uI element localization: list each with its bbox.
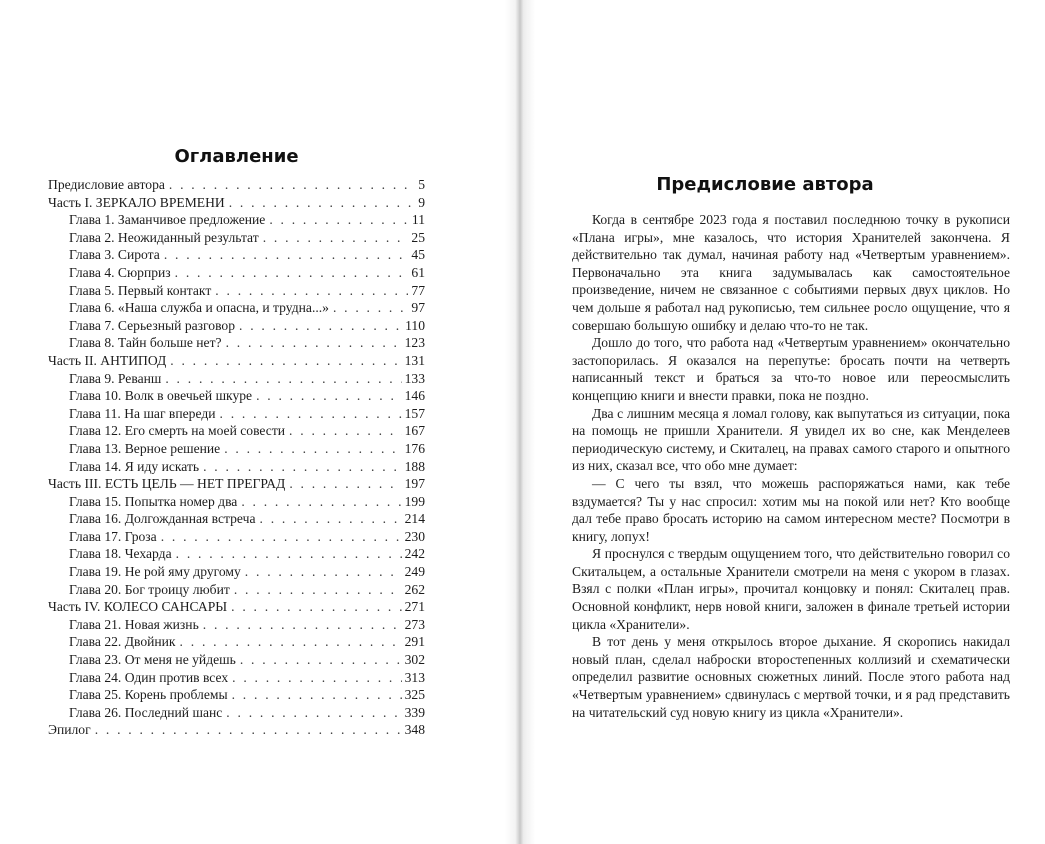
toc-entry xyxy=(48,440,425,458)
toc-entry xyxy=(48,299,425,317)
toc-entry-label: Глава 5. Первый контакт xyxy=(69,282,212,298)
toc-entry-page: 325 xyxy=(404,687,425,703)
toc-entry-label: Часть III. ЕСТЬ ЦЕЛЬ — НЕТ ПРЕГРАД xyxy=(48,476,286,492)
toc-entry-label: Глава 3. Сирота xyxy=(69,247,160,263)
toc-leader-dots xyxy=(231,598,401,616)
toc-entry xyxy=(48,510,425,528)
toc-entry-page: 348 xyxy=(404,722,425,738)
preface-paragraph: В тот день у меня открылось второе дыхание. Я скоропись накидал новый план, сделал наброски второстепенных коллизий и схематически определил развитие основных сюжетных линий. После этого работа над «Четвертым уравнением» сдвинулась с мертвой точки, и я рад представить на читательский суд новую книгу из цикла «Хранители». xyxy=(572,634,1010,720)
toc-entry xyxy=(48,194,425,212)
toc-entry xyxy=(48,370,425,388)
toc-entry-page: 249 xyxy=(404,564,425,580)
preface-body xyxy=(572,211,1010,721)
toc-leader-dots xyxy=(165,370,401,388)
toc-entry xyxy=(48,651,425,669)
toc-entry xyxy=(48,229,425,247)
toc-entry-label: Глава 24. Один против всех xyxy=(69,669,229,685)
toc-entry-label: Глава 21. Новая жизнь xyxy=(69,616,199,632)
toc-entry-label: Глава 8. Тайн больше нет? xyxy=(69,335,222,351)
toc-entry-label: Часть I. ЗЕРКАЛО ВРЕМЕНИ xyxy=(48,194,225,210)
toc-entry xyxy=(48,598,425,616)
toc-entry xyxy=(48,545,425,563)
toc-entry-page: 339 xyxy=(404,704,425,720)
toc-leader-dots xyxy=(175,264,409,282)
toc-leader-dots xyxy=(229,194,415,212)
toc-entry-label: Глава 22. Двойник xyxy=(69,634,176,650)
toc-entry-page: 123 xyxy=(404,335,425,351)
toc-entry xyxy=(48,633,425,651)
toc-entry-page: 110 xyxy=(405,317,425,333)
toc-entry-label: Глава 20. Бог троицу любит xyxy=(69,581,230,597)
toc-leader-dots xyxy=(95,721,402,739)
toc-leader-dots xyxy=(269,211,409,229)
toc-entry xyxy=(48,563,425,581)
toc-entry xyxy=(48,528,425,546)
toc-entry xyxy=(48,282,425,300)
toc-leader-dots xyxy=(232,669,401,687)
toc-entry-label: Предисловие автора xyxy=(48,177,165,192)
preface-paragraph: Два с лишним месяца я ломал голову, как выпутаться из ситуации, пока на помощь не пришли Хранители. Я увидел их во сне, как Менделеев периодическую систему, и Скиталец, на правах самого старого и опытного из них, сказал все, что обо мне думает: xyxy=(572,405,1010,474)
toc-entry-page: 271 xyxy=(404,599,425,615)
preface-paragraph: — С чего ты взял, что можешь распоряжаться нами, как тебе вздумается? Ты у нас спросил: хотим мы на покой или нет? Кто вообще дал тебе право бросать историю на самом интересном месте? Посмотри в книгу, лопух! xyxy=(572,475,1010,544)
toc-entry-page: 97 xyxy=(411,300,425,316)
toc-entry-label: Глава 23. От меня не уйдешь xyxy=(69,652,236,668)
toc-leader-dots xyxy=(220,405,402,423)
toc-entry-label: Глава 15. Попытка номер два xyxy=(69,493,238,509)
toc-entry-page: 9 xyxy=(418,194,425,210)
preface-title: Предисловие автора xyxy=(656,174,874,195)
toc-entry-label: Глава 11. На шаг впереди xyxy=(69,405,216,421)
toc-entry xyxy=(48,475,425,493)
toc-leader-dots xyxy=(203,616,402,634)
toc-entry-label: Глава 17. Гроза xyxy=(69,528,157,544)
toc-leader-dots xyxy=(161,528,402,546)
toc-leader-dots xyxy=(241,493,401,511)
toc-entry xyxy=(48,387,425,405)
toc-leader-dots xyxy=(170,352,401,370)
toc-entry-page: 262 xyxy=(404,581,425,597)
toc-entry-label: Глава 26. Последний шанс xyxy=(69,704,223,720)
toc-entry-label: Часть IV. КОЛЕСО САНСАРЫ xyxy=(48,599,228,615)
toc-entry xyxy=(48,246,425,264)
toc-entry-page: 25 xyxy=(411,229,425,245)
toc-entry-label: Часть II. АНТИПОД xyxy=(48,352,167,368)
toc-entry-page: 242 xyxy=(404,546,425,562)
toc-entry-page: 214 xyxy=(404,511,425,527)
toc-entry-page: 5 xyxy=(418,177,425,192)
toc-entry-label: Глава 9. Реванш xyxy=(69,370,162,386)
toc-entry-page: 11 xyxy=(411,212,425,228)
toc-entry-page: 313 xyxy=(404,669,425,685)
toc-leader-dots xyxy=(333,299,408,317)
toc-entry-label: Глава 7. Серьезный разговор xyxy=(69,317,235,333)
toc-entry-page: 230 xyxy=(404,528,425,544)
toc-entry xyxy=(48,669,425,687)
toc-entry-label: Глава 19. Не рой яму другому xyxy=(69,564,241,580)
toc-entry-page: 77 xyxy=(411,282,425,298)
toc-entry-label: Глава 13. Верное решение xyxy=(69,440,221,456)
toc-entry xyxy=(48,581,425,599)
toc-entry xyxy=(48,176,425,194)
toc-leader-dots xyxy=(289,422,402,440)
toc-entry xyxy=(48,422,425,440)
toc-entry-label: Глава 25. Корень проблемы xyxy=(69,687,228,703)
toc-leader-dots xyxy=(234,581,402,599)
toc-leader-dots xyxy=(164,246,409,264)
toc-entry xyxy=(48,211,425,229)
toc-entry-page: 273 xyxy=(404,616,425,632)
toc-leader-dots xyxy=(226,334,402,352)
toc-entry-page: 45 xyxy=(411,247,425,263)
book-spine-shadow xyxy=(505,0,535,844)
toc-entry-page: 167 xyxy=(404,423,425,439)
preface-paragraph: Дошло до того, что работа над «Четвертым уравнением» окончательно застопорилась. Я оказался на перепутье: бросать почти на четверть написанный текст и браться за что-то новое или переосмыслить концепцию книги и внести правки, пока не поздно. xyxy=(572,335,1010,403)
toc-entry-label: Глава 4. Сюрприз xyxy=(69,264,171,280)
toc-entry xyxy=(48,616,425,634)
toc-entry-label: Глава 2. Неожиданный результат xyxy=(69,229,259,245)
toc-entry-page: 188 xyxy=(404,458,425,474)
toc-entry xyxy=(48,686,425,704)
toc-entry-label: Глава 12. Его смерть на моей совести xyxy=(69,423,286,439)
toc-leader-dots xyxy=(203,458,402,476)
right-page xyxy=(520,0,1045,844)
toc-entry-label: Глава 18. Чехарда xyxy=(69,546,172,562)
toc-leader-dots xyxy=(169,176,415,194)
toc-leader-dots xyxy=(226,704,401,722)
toc-entry xyxy=(48,317,425,335)
toc-title: Оглавление xyxy=(174,146,299,167)
toc-leader-dots xyxy=(176,545,402,563)
toc-entry xyxy=(48,493,425,511)
toc-leader-dots xyxy=(240,651,402,669)
toc-entry-page: 302 xyxy=(404,652,425,668)
toc-entry xyxy=(48,334,425,352)
toc-entry-page: 146 xyxy=(404,388,425,404)
toc-leader-dots xyxy=(289,475,401,493)
toc-leader-dots xyxy=(256,387,402,405)
toc-entry-page: 197 xyxy=(404,476,425,492)
toc-entry-page: 61 xyxy=(411,264,425,280)
toc-leader-dots xyxy=(260,510,402,528)
toc-leader-dots xyxy=(224,440,401,458)
toc-entry-page: 157 xyxy=(404,405,425,421)
toc-leader-dots xyxy=(263,229,409,247)
toc-entry-label: Глава 10. Волк в овечьей шкуре xyxy=(69,388,253,404)
toc-entry-page: 291 xyxy=(404,634,425,650)
toc-entry-page: 131 xyxy=(404,352,425,368)
left-page xyxy=(0,0,520,844)
toc-entry-label: Глава 16. Долгожданная встреча xyxy=(69,511,256,527)
toc-leader-dots xyxy=(245,563,402,581)
toc-leader-dots xyxy=(215,282,408,300)
toc-entry xyxy=(48,458,425,476)
toc-entry-label: Глава 1. Заманчивое предложение xyxy=(69,212,266,228)
toc-entry xyxy=(48,721,425,739)
toc-entry-page: 133 xyxy=(404,370,425,386)
toc-entry xyxy=(48,264,425,282)
toc-leader-dots xyxy=(232,686,402,704)
toc-entry-label: Глава 6. «Наша служба и опасна, и трудна...» xyxy=(69,300,329,316)
toc-leader-dots xyxy=(180,633,402,651)
toc-entry-page: 176 xyxy=(404,440,425,456)
toc-leader-dots xyxy=(239,317,402,335)
preface-paragraph: Когда в сентябре 2023 года я поставил последнюю точку в рукописи «Плана игры», мне казалось, что история Хранителей закончена. Я действительно так думал, начиная работу над «Четвертым уравнением». Первоначально эта книга задумывалась как самостоятельное произведение, ничем не связанное с событиями первых двух циклов. Но чем дольше я работал над рукописью, тем сильнее росло ощущение, что я совершаю большую ошибку и делаю что-то не так. xyxy=(572,212,1010,333)
toc-entry xyxy=(48,704,425,722)
toc-entry-page: 199 xyxy=(404,493,425,509)
toc-list xyxy=(48,176,425,739)
toc-entry xyxy=(48,405,425,423)
toc-entry-label: Глава 14. Я иду искать xyxy=(69,458,200,474)
preface-paragraph: Я проснулся с твердым ощущением того, что действительно говорил со Скитальцем, а остальные Хранители смотрели на меня с укором в глазах. Взял с полки «План игры», прочитал концовку и понял: Скиталец прав. Основной конфликт, нерв новой книги, заложен в финале третьей истории цикла «Хранители». xyxy=(572,546,1010,632)
toc-entry xyxy=(48,352,425,370)
toc-entry-label: Эпилог xyxy=(48,722,91,738)
